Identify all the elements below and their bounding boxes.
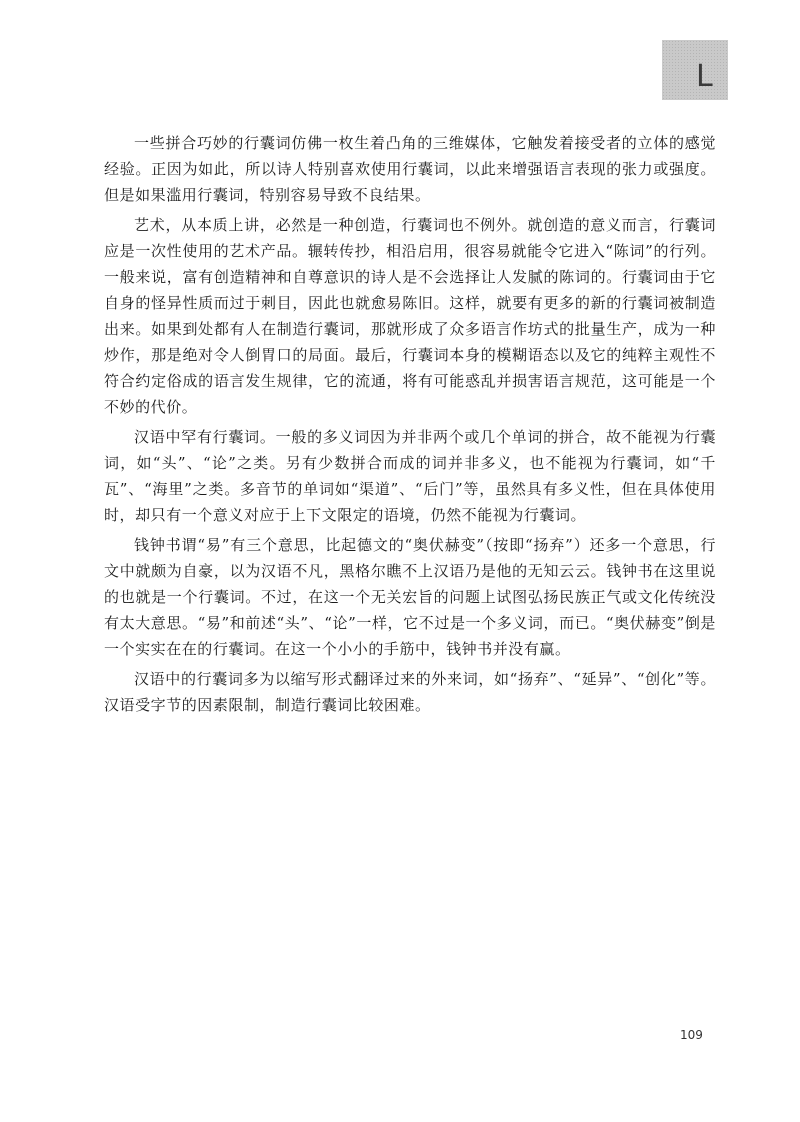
chapter-corner-tab	[662, 40, 728, 100]
body-text	[104, 130, 716, 718]
paragraph: 艺术，从本质上讲，必然是一种创造，行囊词也不例外。就创造的意义而言，行囊词应是一次性使用的艺术产品。辗转传抄，相沿启用，很容易就能令它进入“陈词”的行列。一般来说，富有创造精神和自尊意识的诗人是不会选择让人发腻的陈词的。行囊词由于它自身的怪异性质而过于刺目，因此也就愈易陈旧。这样，就要有更多的新的行囊词被制造出来。如果到处都有人在制造行囊词，那就形成了众多语言作坊式的批量生产，成为一种炒作，那是绝对令人倒胃口的局面。最后，行囊词本身的模糊语态以及它的纯粹主观性不符合约定俗成的语言发生规律，它的流通，将有可能惑乱并损害语言规范，这可能是一个不妙的代价。	[104, 216, 716, 416]
paragraph: 汉语中的行囊词多为以缩写形式翻译过来的外来词，如“扬弃”、“延异”、“创化”等。汉语受字节的因素限制，制造行囊词比较困难。	[104, 670, 716, 714]
paragraph: 一些拼合巧妙的行囊词仿佛一枚生着凸角的三维媒体，它触发着接受者的立体的感觉经验。正因为如此，所以诗人特别喜欢使用行囊词，以此来增强语言表现的张力或强度。但是如果滥用行囊词，特别容易导致不良结果。	[104, 134, 716, 204]
chapter-letter: L	[696, 59, 713, 94]
paragraph: 汉语中罕有行囊词。一般的多义词因为并非两个或几个单词的拼合，故不能视为行囊词，如“头”、“论”之类。另有少数拼合而成的词并非多义，也不能视为行囊词，如“千瓦”、“海里”之类。多音节的单词如“渠道”、“后门”等，虽然具有多义性，但在具体使用时，却只有一个意义对应于上下文限定的语境，仍然不能视为行囊词。	[104, 428, 716, 524]
page-number: 109	[680, 1028, 703, 1042]
paragraph: 钱钟书谓“易”有三个意思，比起德文的“奥伏赫变”（按即“扬弃”）还多一个意思，行文中就颇为自豪，以为汉语不凡，黑格尔瞧不上汉语乃是他的无知云云。钱钟书在这里说的也就是一个行囊词。不过，在这一个无关宏旨的问题上试图弘扬民族正气或文化传统没有太大意思。“易”和前述“头”、“论”一样，它不过是一个多义词，而已。“奥伏赫变”倒是一个实实在在的行囊词。在这一个小小的手筋中，钱钟书并没有赢。	[104, 536, 716, 658]
